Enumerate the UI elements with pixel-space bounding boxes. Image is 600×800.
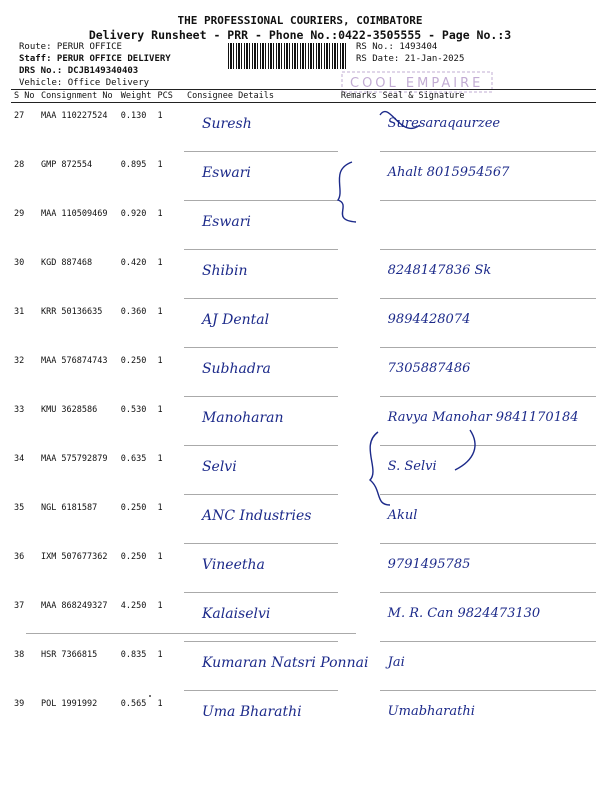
row-pcs: 1 [157,257,163,268]
row-remarks [338,397,380,446]
row-sno: 37 [14,600,25,611]
table-row [11,642,596,691]
runsheet-title: Delivery Runsheet - PRR - Phone No.:0422-3505555 - Page No.:3 [88,28,512,42]
col-sno: S No [11,90,38,103]
row-remarks [338,348,380,397]
row-consignee [184,250,338,299]
row-signature [380,642,596,691]
handwritten-consignee: AJ Dental [201,312,270,328]
rs-date: RS Date: 21-Jan-2025 [356,54,465,64]
handwritten-consignee: Kumaran Natsri Ponnai [201,655,369,671]
row-weight: 0.835 [120,649,147,660]
row-sno: 28 [14,159,25,170]
row-pcs: 1 [157,502,163,513]
handwritten-consignee: Eswari [201,214,251,230]
handwritten-signature: M. R. Can 9824473130 [387,606,541,621]
row-consignee [184,152,338,201]
row-sno: 39 [14,698,25,709]
table-row [11,348,596,397]
row-sno: 36 [14,551,25,562]
row-consignee [184,348,338,397]
row-consignment: POL 1991992 [40,698,98,709]
row-sno: 29 [14,208,25,219]
row-weight: 0.250 [120,551,147,562]
row-sno: 32 [14,355,25,366]
table-row [11,593,596,642]
table-row [11,446,596,495]
row-signature [380,593,596,642]
barcode [228,43,348,69]
row-weight: 0.920 [120,208,147,219]
handwritten-signature: 7305887486 [387,361,471,376]
table-row [11,495,596,544]
row-remarks [338,544,380,593]
row-weight: 0.565 [120,698,147,709]
row-pcs: 1 [157,600,163,611]
vehicle-label: Vehicle: Office Delivery [19,78,150,88]
handwritten-signature: Ahalt 8015954567 [387,165,510,180]
handwritten-consignee: Vineetha [201,557,265,573]
runsheet-table [11,89,596,739]
row-remarks [338,152,380,201]
row-signature [380,495,596,544]
row-consignment: KMU 3628586 [40,404,98,415]
row-consignee [184,397,338,446]
row-consignee [184,299,338,348]
stamp-text: COOL EMPAIRE [350,76,484,91]
row-weight: 0.895 [120,159,147,170]
row-consignee [184,691,338,740]
row-pcs: 1 [157,159,163,170]
row-signature [380,348,596,397]
row-sno: 30 [14,257,25,268]
handwritten-consignee: Uma Bharathi [201,704,302,720]
row-pcs: 1 [157,404,163,415]
row-signature [380,201,596,250]
table-end-line [26,633,356,634]
row-consignee [184,103,338,152]
row-sno: 35 [14,502,25,513]
row-consignee [184,642,369,691]
row-signature [380,299,596,348]
col-remarks: Remarks [338,90,380,103]
table-row [11,103,596,152]
row-remarks [338,250,380,299]
row-remarks [338,446,380,495]
table-row [11,201,596,250]
row-weight: 0.250 [120,502,147,513]
row-consignee [184,593,338,642]
row-sno: 34 [14,453,25,464]
handwritten-signature: Akul [387,508,418,523]
row-consignee [184,544,338,593]
col-consignment: Consignment No [38,90,118,103]
row-remarks [338,103,380,152]
handwritten-signature: Suresaraqaurzee [387,116,501,131]
row-weight: 0.420 [120,257,147,268]
speck [149,695,151,697]
row-remarks [338,691,380,740]
row-consignee [184,201,338,250]
row-consignee [184,495,338,544]
row-consignment: MAA 868249327 [40,600,108,611]
row-signature [380,691,596,740]
row-consignment: MAA 575792879 [40,453,108,464]
row-weight: 0.530 [120,404,147,415]
table-row [11,691,596,740]
col-weight: Weight [118,90,155,103]
row-consignment: MAA 110509469 [40,208,108,219]
handwritten-consignee: Kalaiselvi [201,606,271,622]
row-pcs: 1 [157,698,163,709]
row-pcs: 1 [157,649,163,660]
row-signature [380,152,596,201]
handwritten-consignee: Subhadra [201,361,271,377]
row-remarks [338,495,380,544]
row-signature [380,250,596,299]
row-consignment: GMP 872554 [40,159,93,170]
table-row [11,250,596,299]
row-signature [380,544,596,593]
table-row [11,397,596,446]
row-pcs: 1 [157,551,163,562]
row-consignment: MAA 576874743 [40,355,108,366]
route-label: Route: PERUR OFFICE [19,42,122,52]
table-row [11,299,596,348]
row-consignment: KGD 887468 [40,257,93,268]
row-consignment: KRR 50136635 [40,306,103,317]
handwritten-signature: 9791495785 [387,557,471,572]
col-seal: Seal & Signature [380,90,596,103]
col-pcs: PCS [155,90,184,103]
rs-number: RS No.: 1493404 [356,42,438,52]
handwritten-signature: Jai [387,655,405,670]
handwritten-consignee: Eswari [201,165,251,181]
row-weight: 0.250 [120,355,147,366]
row-pcs: 1 [157,306,163,317]
row-consignment: HSR 7366815 [40,649,98,660]
row-sno: 38 [14,649,25,660]
row-pcs: 1 [157,355,163,366]
row-consignment: MAA 110227524 [40,111,108,121]
handwritten-consignee: Selvi [201,459,237,475]
handwritten-consignee: Shibin [201,263,248,279]
handwritten-signature: 8248147836 Sk [387,263,492,278]
handwritten-signature: Umabharathi [387,704,475,719]
row-pcs: 1 [157,208,163,219]
handwritten-signature: S. Selvi [387,459,437,474]
row-consignment: IXM 507677362 [40,551,108,562]
row-signature [380,397,596,446]
row-signature [380,103,596,152]
row-consignment: NGL 6181587 [40,502,98,513]
row-pcs: 1 [157,111,163,121]
table-header [11,90,596,103]
row-sno: 27 [14,111,25,121]
row-sno: 31 [14,306,25,317]
drs-number: DRS No.: DCJB149340403 [19,66,139,76]
table-row [11,544,596,593]
handwritten-signature: Ravya Manohar 9841170184 [387,410,579,425]
row-weight: 0.635 [120,453,147,464]
row-remarks [338,642,380,691]
row-signature [380,446,596,495]
handwritten-consignee: Suresh [201,116,252,132]
row-weight: 4.250 [120,600,147,611]
company-name: THE PROFESSIONAL COURIERS, COIMBATORE [177,14,423,27]
row-remarks [338,201,380,250]
handwritten-consignee: ANC Industries [201,508,312,524]
row-pcs: 1 [157,453,163,464]
handwritten-signature: 9894428074 [387,312,471,327]
row-remarks [338,299,380,348]
row-sno: 33 [14,404,25,415]
table-row [11,152,596,201]
handwritten-consignee: Manoharan [201,410,284,426]
col-consignee: Consignee Details [184,90,338,103]
row-weight: 0.360 [120,306,147,317]
staff-label: Staff: PERUR OFFICE DELIVERY [19,54,171,64]
row-weight: 0.130 [120,111,147,121]
row-remarks [338,593,380,642]
row-consignee [184,446,338,495]
